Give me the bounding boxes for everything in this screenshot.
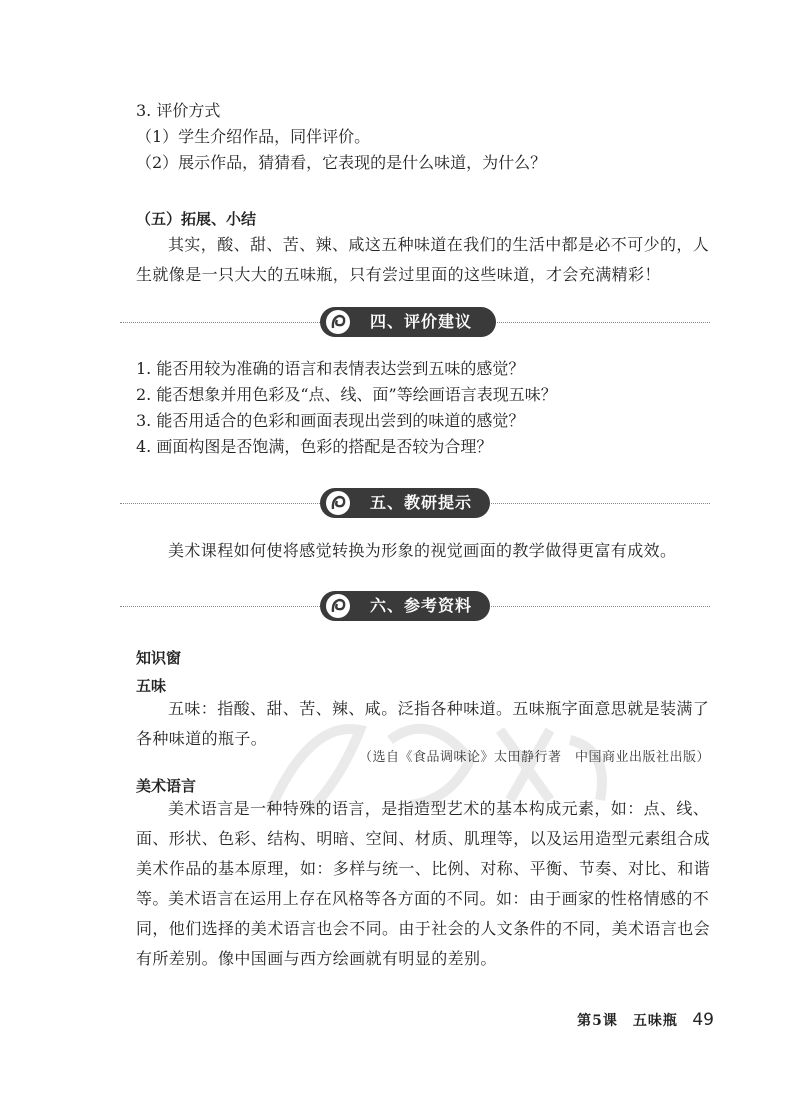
suggestion-item: 1. 能否用较为准确的语言和表情表达尝到五味的感觉？ [136, 359, 525, 378]
eval-method-item: （1）学生介绍作品，同伴评价。 [136, 127, 371, 146]
section-badge-icon [326, 310, 350, 334]
lesson-title: 第5课 五味瓶 [577, 1013, 678, 1029]
suggestion-item: 3. 能否用适合的色彩和画面表现出尝到的味道的感觉？ [136, 411, 525, 430]
art-language-paragraph: 美术语言在运用上存在风格等各方面的不同。如：由于画家的性格情感的不同，他们选择的美术语言也会不同。由于社会的人文条件的不同，美术语言也会有所差别。像中国画与西方绘画就有明显的差别。 [136, 889, 711, 968]
page-footer [577, 1010, 714, 1031]
section-six-badge [320, 591, 490, 621]
art-language-heading: 美术语言 [136, 777, 197, 795]
wuwei-source: （选自《食品调味论》太田静行著 中国商业出版社出版） [358, 750, 710, 765]
section-four-badge [320, 307, 496, 337]
section-five-badge [320, 488, 490, 518]
wuwei-paragraph: 五味：指酸、甜、苦、辣、咸。泛指各种味道。五味瓶字面意思就是装满了各种味道的瓶子。 [136, 699, 710, 748]
eval-method-heading: 3. 评价方式 [136, 101, 221, 120]
section-badge-icon [326, 594, 350, 618]
art-language-paragraph: 美术语言是一种特殊的语言，是指造型艺术的基本构成元素，如：点、线、面、形状、色彩、结构、明暗、空间、材质、肌理等，以及运用造型元素组合成美术作品的基本原理，如：多样与统一、比例、对称、平衡、节奏、对比、和谐等。 [136, 799, 711, 908]
extension-paragraph: 其实，酸、甜、苦、辣、咸这五种味道在我们的生活中都是必不可少的，人生就像是一只大大的五味瓶，只有尝过里面的这些味道，才会充满精彩！ [136, 235, 710, 284]
page-number: 49 [692, 1010, 714, 1030]
section-badge-icon [326, 491, 350, 515]
extension-heading: （五）拓展、小结 [136, 210, 257, 228]
suggestion-item: 4. 画面构图是否饱满，色彩的搭配是否较为合理？ [136, 437, 493, 456]
suggestion-item: 2. 能否想象并用色彩及“点、线、面”等绘画语言表现五味？ [136, 385, 557, 404]
research-tip-paragraph: 美术课程如何使将感觉转换为形象的视觉画面的教学做得更富有成效。 [168, 541, 677, 560]
knowledge-window-label: 知识窗 [136, 649, 182, 667]
eval-method-item: （2）展示作品，猜猜看，它表现的是什么味道，为什么？ [136, 153, 547, 172]
wuwei-heading: 五味 [136, 677, 167, 695]
section-five-title: 五、教研提示 [370, 493, 473, 512]
section-six-title: 六、参考资料 [370, 596, 473, 615]
section-four-title: 四、评价建议 [370, 312, 473, 331]
